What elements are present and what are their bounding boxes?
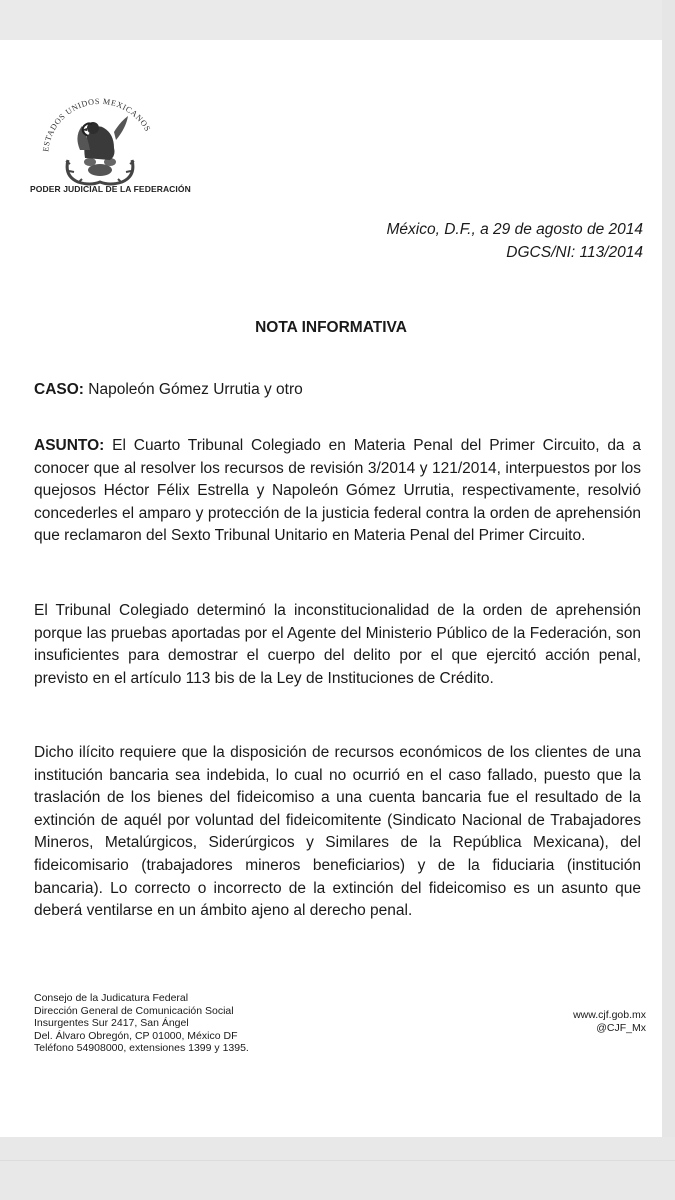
- footer-line: Insurgentes Sur 2417, San Ángel: [34, 1017, 189, 1029]
- institution-name: PODER JUDICIAL DE LA FEDERACIÓN: [30, 184, 191, 194]
- caso-text: Napoleón Gómez Urrutia y otro: [83, 381, 303, 398]
- footer-line: Dirección General de Comunicación Social: [34, 1004, 234, 1017]
- bottom-margin: [0, 1137, 675, 1200]
- body-paragraph-3: Dicho ilícito requiere que la disposición de recursos económicos de los clientes de una institución bancaria sea indebida, lo cual no ocurrió en el caso fallado, puesto que la traslación de los bienes del fideicomiso a una cuenta bancaria fue el resultado de la extinción de aquél por voluntad del fideicomitente (Sindicato Nacional de Trabajadores Mineros, Metalúrgicos, Siderúrgicos y Similares de la República Mexicana), del fideicomisario (trabajadores mineros beneficiarios) y de la fiduciaria (institución bancaria). Lo correcto o incorrecto de la extinción del fideicomiso es un asunto que deberá ventilarse en un ámbito ajeno al derecho penal.: [34, 744, 641, 920]
- website-link[interactable]: www.cjf.gob.mx: [573, 1009, 646, 1021]
- caso-label: CASO:: [34, 381, 84, 398]
- reference-number: DGCS/NI: 113/2014: [506, 244, 643, 261]
- twitter-handle[interactable]: @CJF_Mx: [596, 1021, 646, 1034]
- footer-contact: [573, 1009, 646, 1034]
- document-title: NOTA INFORMATIVA: [255, 319, 407, 336]
- mexican-eagle-seal-icon: [30, 78, 170, 193]
- asunto-label: ASUNTO:: [34, 437, 105, 454]
- asunto-paragraph: [34, 435, 641, 548]
- top-margin: [0, 0, 675, 40]
- svg-text:ESTADOS UNIDOS MEXICANOS: ESTADOS UNIDOS MEXICANOS: [41, 96, 153, 153]
- asunto-text: El Cuarto Tribunal Colegiado en Materia Penal del Primer Circuito, da a conocer que al resolver los recursos de revisión 3/2014 y 121/2014, interpuestos por los quejosos Héctor Félix Estrella y Napoleón Gómez Urrutia, respectivamente, resolvió concederles el amparo y protección de la justicia federal contra la orden de aprehensión que reclamaron del Sexto Tribunal Unitario en Materia Penal del Primer Circuito.: [34, 437, 641, 545]
- footer-address: [34, 992, 249, 1055]
- place-date: México, D.F., a 29 de agosto de 2014: [386, 221, 643, 238]
- dateline: [387, 218, 644, 264]
- document-page: [0, 40, 662, 1137]
- footer-line: Consejo de la Judicatura Federal: [34, 992, 189, 1004]
- caso-paragraph: [34, 379, 641, 402]
- right-margin: [662, 0, 675, 1200]
- footer-line: Teléfono 54908000, extensiones 1399 y 1395.: [34, 1042, 249, 1054]
- body-paragraph-2: El Tribunal Colegiado determinó la inconstitucionalidad de la orden de aprehensión porque las pruebas aportadas por el Agente del Ministerio Público de la Federación, son insuficientes para demostrar el cuerpo del delito por el que ejercitó acción penal, previsto en el artículo 113 bis de la Ley de Instituciones de Crédito.: [34, 602, 641, 687]
- footer-line: Del. Álvaro Obregón, CP 01000, México DF: [34, 1029, 238, 1042]
- page-divider: [0, 1160, 675, 1161]
